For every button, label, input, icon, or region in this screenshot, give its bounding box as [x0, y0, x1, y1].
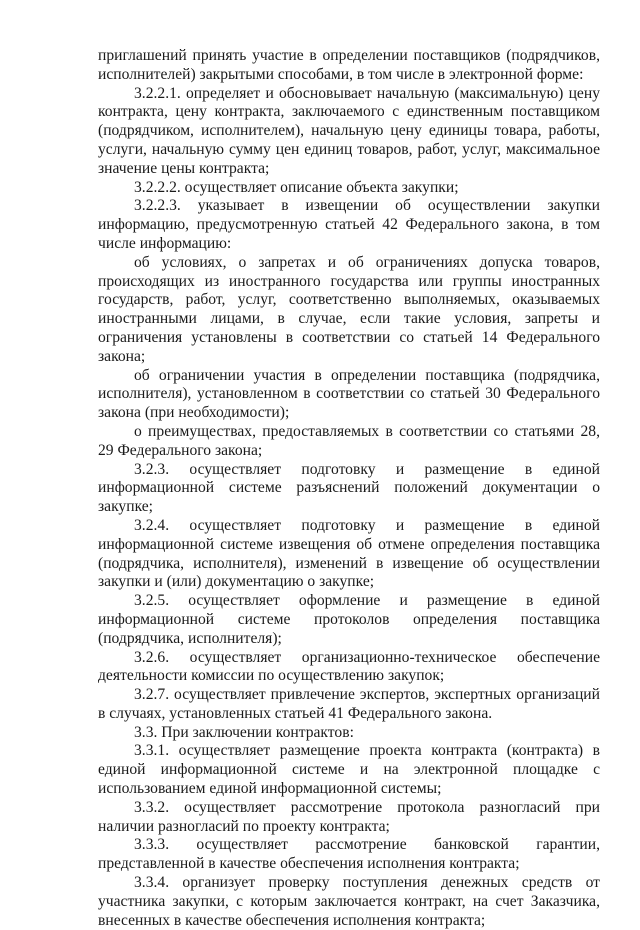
- paragraph-3-2-2-3: 3.2.2.3. указывает в извещении об осуществлении закупки информацию, предусмотренную статьей 42 Федерального закона, в том числе информацию:: [98, 197, 600, 252]
- paragraph-3-3-4: 3.3.4. организует проверку поступления денежных средств от участника закупки, с которым заключается контракт, на счет Заказчика, внесенных в качестве обеспечения исполнения контракта;: [98, 874, 600, 929]
- paragraph-3-2-6: 3.2.6. осуществляет организационно-техническое обеспечение деятельности комиссии по осуществлению закупок;: [98, 648, 600, 685]
- paragraph-3-2-2-1: 3.2.2.1. определяет и обосновывает начальную (максимальную) цену контракта, цену контракта, заключаемого с единственным поставщиком (подрядчиком, исполнителем), начальную цену единицы товара, работы, услуги, начальную сумму цен единиц товаров, работ, услуг, максимальное значение цены контракта;: [98, 84, 600, 177]
- document-page: [98, 47, 600, 930]
- paragraph-3-3-3: 3.3.3. осуществляет рассмотрение банковской гарантии, представленной в качестве обеспечения исполнения контракта;: [98, 836, 600, 873]
- paragraph-3-3-1: 3.3.1. осуществляет размещение проекта контракта (контракта) в единой информационной системе и на электронной площадке с использованием единой информационной системы;: [98, 742, 600, 798]
- paragraph-continuation: приглашений принять участие в определении поставщиков (подрядчиков, исполнителей) закрытыми способами, в том числе в электронной форме:: [98, 47, 600, 83]
- paragraph-3-2-4: 3.2.4. осуществляет подготовку и размещение в единой информационной системе извещения об отмене определения поставщика (подрядчика, исполнителя), изменений в извещение об осуществлении закупки и (или) документацию о закупке;: [98, 516, 600, 591]
- paragraph-advantages: о преимуществах, предоставляемых в соответствии со статьями 28, 29 Федерального закона;: [98, 422, 600, 459]
- paragraph-restriction: об ограничении участия в определении поставщика (подрядчика, исполнителя), установленном в соответствии со статьей 30 Федерального закона (при необходимости);: [98, 366, 600, 422]
- paragraph-3-2-5: 3.2.5. осуществляет оформление и размещение в единой информационной системе протоколов определения поставщика (подрядчика, исполнителя);: [98, 592, 600, 647]
- paragraph-conditions: об условиях, о запретах и об ограничениях допуска товаров, происходящих из иностранного государства или группы иностранных государств, работ, услуг, соответственно выполняемых, оказываемых иностранными лицами, в случае, если такие условия, запреты и ограничения установлены в соответствии со статьей 14 Федерального закона;: [98, 253, 600, 365]
- paragraph-3-2-3: 3.2.3. осуществляет подготовку и размещение в единой информационной системе разъяснений положений документации о закупке;: [98, 460, 600, 516]
- paragraph-3-2-7: 3.2.7. осуществляет привлечение экспертов, экспертных организаций в случаях, установленных статьей 41 Федерального закона.: [98, 686, 600, 722]
- paragraph-3-2-2-2: 3.2.2.2. осуществляет описание объекта закупки;: [134, 178, 459, 196]
- paragraph-3-3: 3.3. При заключении контрактов:: [134, 723, 354, 741]
- paragraph-3-3-2: 3.3.2. осуществляет рассмотрение протокола разногласий при наличии разногласий по проекту контракта;: [98, 798, 600, 835]
